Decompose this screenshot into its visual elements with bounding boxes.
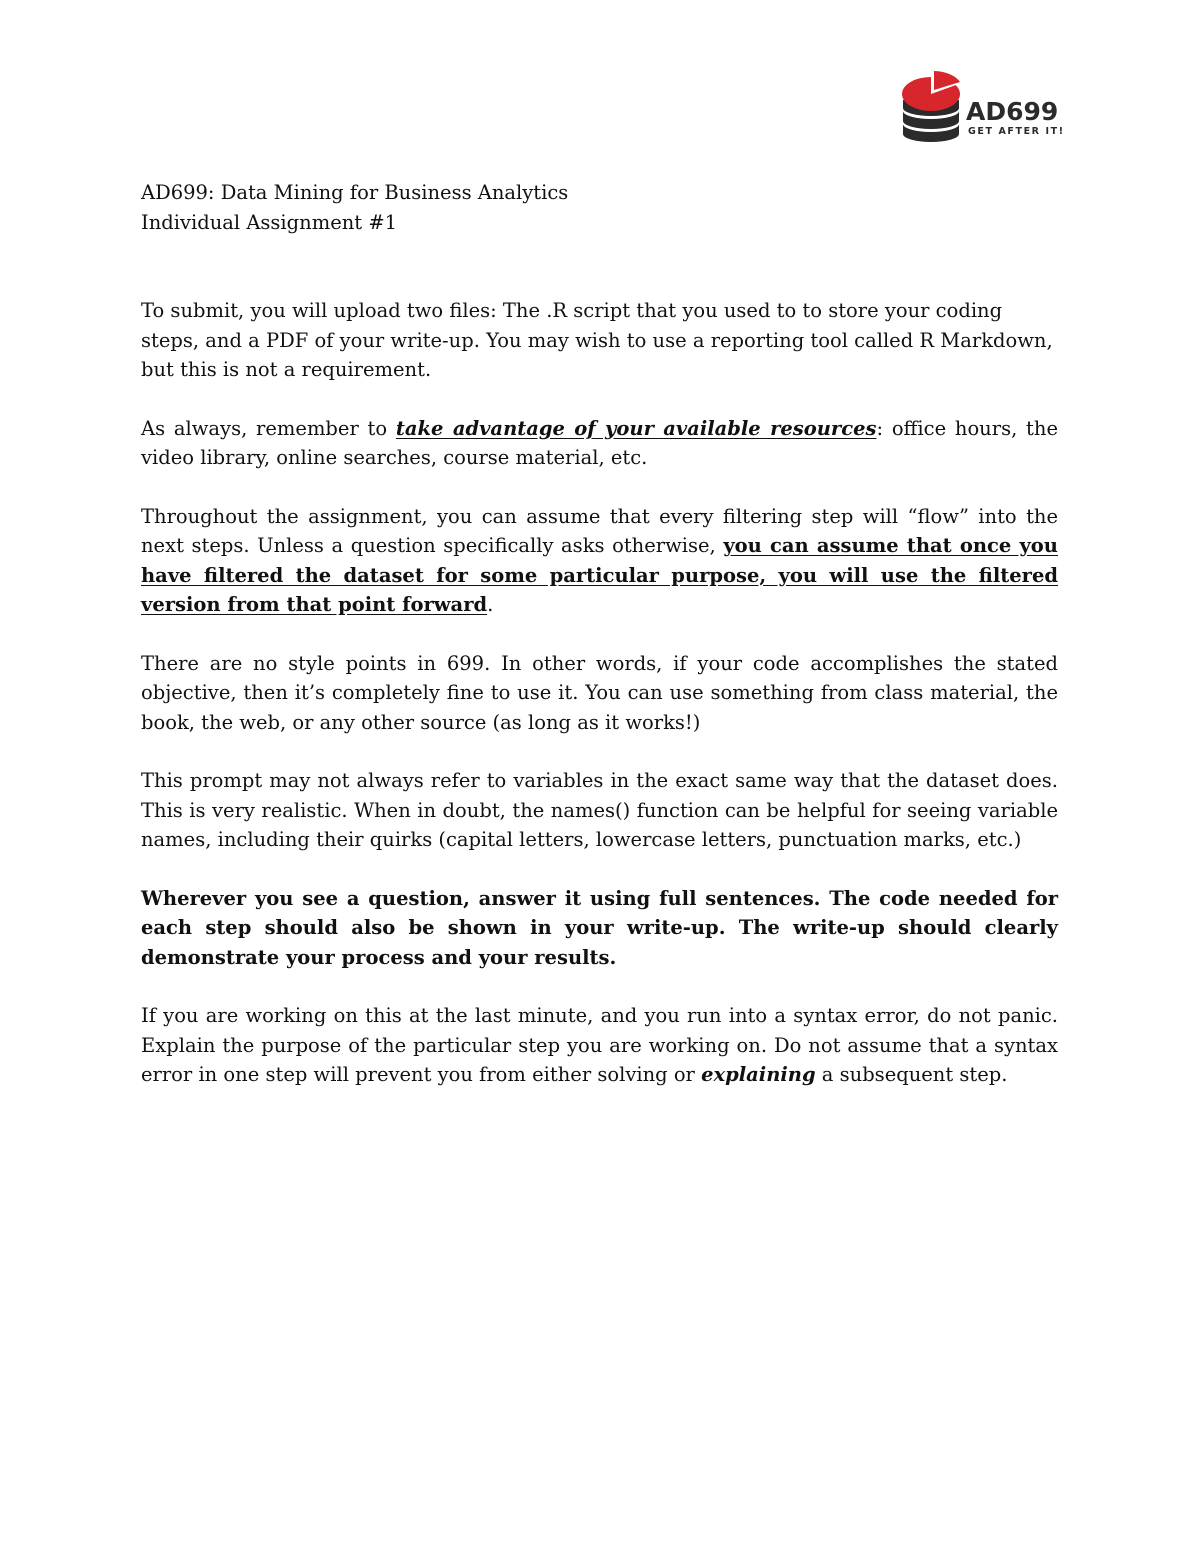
paragraph-submit-text: To submit, you will upload two files: The .R script that you used to to store your coding steps, and a PDF of your write-up. You may wish to use a reporting tool called R Markdown, but this is not a requirement.: [141, 299, 1053, 381]
paragraph-resources: [141, 414, 1058, 473]
resources-after-text: : office hours, the video library, online searches, course material, etc.: [141, 416, 1058, 469]
syntax-emphasis-text: explaining: [701, 1063, 816, 1086]
paragraph-filtering: [141, 502, 1058, 620]
document-body: [141, 178, 1058, 1119]
document-header: [141, 178, 1058, 237]
paragraph-style-text: There are no style points in 699. In other words, if your code accomplishes the stated objective, then it’s completely fine to use it. You can use something from class material, the book, the web, or any other source (as long as it works!): [141, 651, 1058, 734]
paragraph-questions: [141, 884, 1058, 973]
logo-tagline: GET AFTER IT!: [968, 126, 1065, 137]
paragraph-style: [141, 649, 1058, 738]
resources-before-text: As always, remember to: [141, 416, 396, 440]
syntax-before-text: If you are working on this at the last minute, and you run into a syntax error, do not panic. Explain the purpose of the particular step you are working on. Do not assume that a syntax error in one step will prevent you from either solving or: [141, 1004, 1058, 1086]
assignment-title: Individual Assignment #1: [141, 210, 398, 234]
paragraph-submit: [141, 296, 1058, 385]
ad699-logo: [898, 70, 1066, 148]
database-stack-icon: [898, 70, 1066, 148]
filtering-after-text: .: [487, 593, 494, 616]
course-title: AD699: Data Mining for Business Analytics: [141, 181, 569, 204]
filtering-emphasis-text: you can assume that once you have filtered the dataset for some particular purpose, you will use the filtered version from that point forward: [141, 534, 1058, 616]
logo-brand: AD699: [966, 97, 1059, 126]
filtering-before-text: Throughout the assignment, you can assume that every filtering step will “flow” into the next steps. Unless a question specifically asks otherwise,: [141, 504, 1058, 557]
paragraph-questions-text: Wherever you see a question, answer it using full sentences. The code needed for each step should also be shown in your write-up. The write-up should clearly demonstrate your process and your results.: [141, 886, 1058, 969]
paragraph-variables-text: This prompt may not always refer to variables in the exact same way that the dataset does. This is very realistic. When in doubt, the names() function can be helpful for seeing variable names, including their quirks (capital letters, lowercase letters, punctuation marks, etc.): [141, 769, 1058, 851]
paragraph-syntax: [141, 1001, 1058, 1090]
syntax-after-text: a subsequent step.: [815, 1063, 1008, 1086]
paragraph-variables: [141, 766, 1058, 855]
resources-emphasis-text: take advantage of your available resources: [395, 416, 877, 440]
